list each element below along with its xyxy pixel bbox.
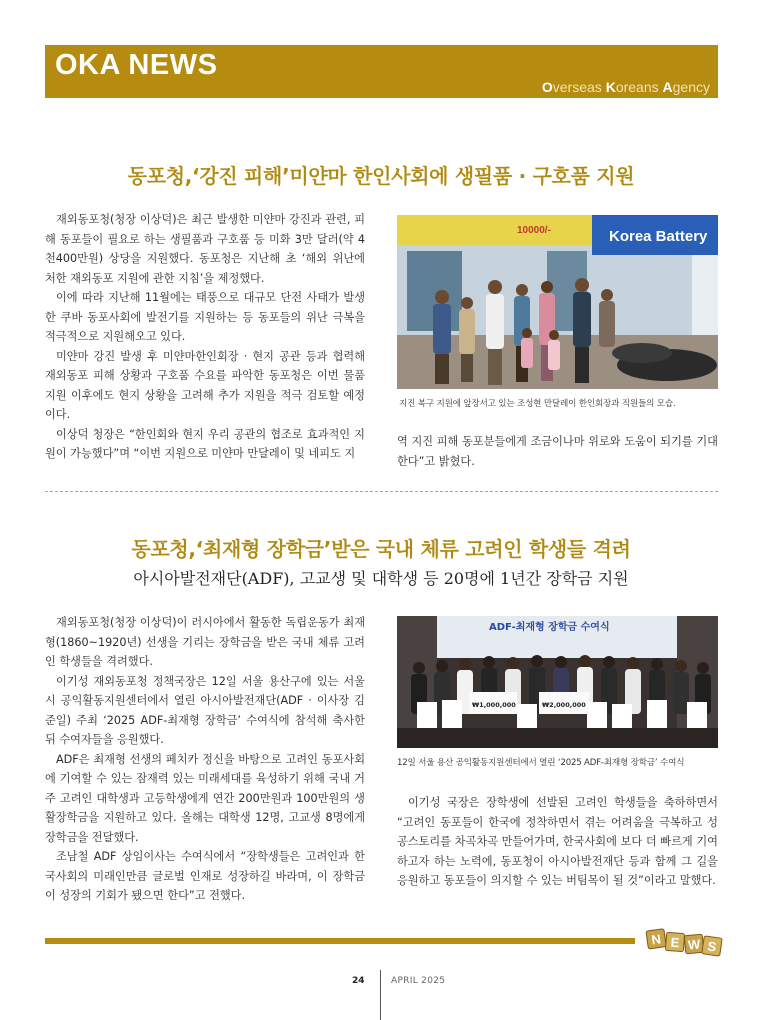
- article2-body-right: [397, 793, 718, 891]
- article1-paragraph: 재외동포청(청장 이상덕)은 최근 발생한 미얀마 강진과 관련, 피해 동포들이 필요로 하는 생필품과 구호품 등 미화 3만 달러(약 4천400만원) 상당을 지원했다. 동포청은 지난해 초 ‘해외 위난에 처한 재외동포 지원에 관한 지침’을 제정했다.: [45, 213, 365, 285]
- article1-paragraph: 이에 따라 지난해 11월에는 태풍으로 대규모 단전 사태가 발생한 쿠바 동포사회에 발전기를 지원하는 등 동포들의 위난 극복을 적극적으로 지원해오고 있다.: [45, 291, 365, 343]
- article1-photo-caption: 지진 복구 지원에 앞장서고 있는 조성현 만달레이 한인회장과 직원들의 모습.: [399, 399, 676, 409]
- subtitle-initial-k: K: [605, 79, 616, 95]
- photo-board-text-2: ₩2,000,000: [542, 701, 586, 709]
- article1-paragraph: 이상덕 청장은 “한인회와 현지 우리 공관의 협조로 효과적인 지원이 가능했다”며 “이번 지원으로 미얀마 만달레이 및 네피도 지: [45, 427, 365, 460]
- subtitle-word-koreans: oreans: [615, 79, 663, 95]
- article2-body-left: [45, 613, 365, 906]
- subtitle-initial-a: A: [662, 79, 673, 95]
- badge-letter: S: [706, 938, 718, 955]
- article2-headline: 동포청,‘최재형 장학금’받은 국내 체류 고려인 학생들 격려: [131, 537, 631, 561]
- article2-subheadline: 아시아발전재단(ADF), 고교생 및 대학생 등 20명에 1년간 장학금 지원: [133, 569, 629, 588]
- article1-body-right: [397, 432, 718, 471]
- badge-letter: N: [650, 931, 662, 948]
- news-badge: [645, 924, 723, 960]
- page-number: 24: [352, 976, 365, 986]
- article2-photo-caption: 12일 서울 용산 공익활동지원센터에서 열린 ‘2025 ADF-최재형 장학금’ 수여식: [397, 758, 685, 768]
- article1-photo: [397, 215, 718, 389]
- article1-paragraph: 미얀마 강진 발생 후 미얀마한인회장 · 현지 공관 등과 협력해 재외동포 피해 상황과 구호품 수요를 파악한 동포청은 이번 물품 지원 이후에도 현지 상황을 고려해 추가 지원을 적극 검토할 예정이다.: [45, 349, 365, 421]
- banner-subtitle: [542, 79, 710, 95]
- article1-paragraph: 역 지진 피해 동포분들에게 조금이나마 위로와 도움이 되기를 기대한다”고 밝혔다.: [397, 435, 718, 468]
- banner-title: OKA NEWS: [55, 49, 218, 81]
- photo-banner-text: ADF-최재형 장학금 수여식: [489, 622, 610, 633]
- photo-board-text-1: ₩1,000,000: [472, 701, 516, 709]
- footer-divider: [380, 970, 381, 1020]
- section-divider: [45, 491, 718, 492]
- issue-month: APRIL 2025: [391, 976, 446, 986]
- article1-body-left: [45, 210, 365, 464]
- article2-paragraph: 재외동포청(청장 이상덕)이 러시아에서 활동한 독립운동가 최재형(1860~1920년) 선생을 기리는 장학금을 받은 국내 체류 고려인 학생들을 격려했다.: [45, 616, 365, 668]
- article2-paragraph: ADF은 최재형 선생의 페치카 정신을 바탕으로 고려인 동포사회에 기여할 수 있는 잠재력 있는 미래세대를 육성하기 위해 국내 거주 고려인 대학생과 고등학생에게 연간 200만원과 100만원의 생활장학금을 지원하고 있다. 올해는 대학생 12명, 고교생 8명에게 장학금을 전달했다.: [45, 752, 365, 844]
- subtitle-word-overseas: verseas: [552, 79, 606, 95]
- header-banner: [45, 45, 718, 98]
- badge-letter: E: [670, 934, 680, 951]
- article2-paragraph: 이기성 국장은 장학생에 선발된 고려인 학생들을 축하하면서 “고려인 동포들이 한국에 정착하면서 겪는 어려움을 극복하고 성공스토리를 차곡차곡 만들어가며, 한국사회에 보다 더 빠르게 기여하고자 하는 노력에, 동포청이 아시아발전재단 등과 함께 그 길을 응원하고 동포들이 의지할 수 있는 버팀목이 될 것”이라고 말했다.: [397, 796, 718, 887]
- subtitle-word-agency: gency: [672, 79, 710, 95]
- article2-paragraph: 이기성 재외동포청 정책국장은 12일 서울 용산구에 있는 서울시 공익활동지원센터에서 열린 아시아발전재단(ADF · 이사장 김준일) 주최 ‘2025 ADF-최재형 장학금’ 수여식에 참석해 축사한 뒤 수여자들을 응원했다.: [45, 674, 365, 746]
- footer-gold-rule: [45, 938, 635, 944]
- photo-sign-text: Korea Battery: [609, 228, 708, 245]
- article2-photo: [397, 616, 718, 748]
- article2-paragraph: 조남철 ADF 상임이사는 수여식에서 “장학생들은 고려인과 한국사회의 미래인만큼 글로벌 인재로 성장하길 바라며, 이 장학금이 성장의 기회가 됐으면 한다”고 전했다.: [45, 850, 365, 902]
- subtitle-initial-o: O: [541, 79, 553, 95]
- article1-headline: 동포청,‘강진 피해’미얀마 한인사회에 생필품 · 구호품 지원: [127, 164, 635, 188]
- badge-letter: W: [687, 936, 701, 953]
- photo-sign-small: 10000/-: [517, 225, 551, 236]
